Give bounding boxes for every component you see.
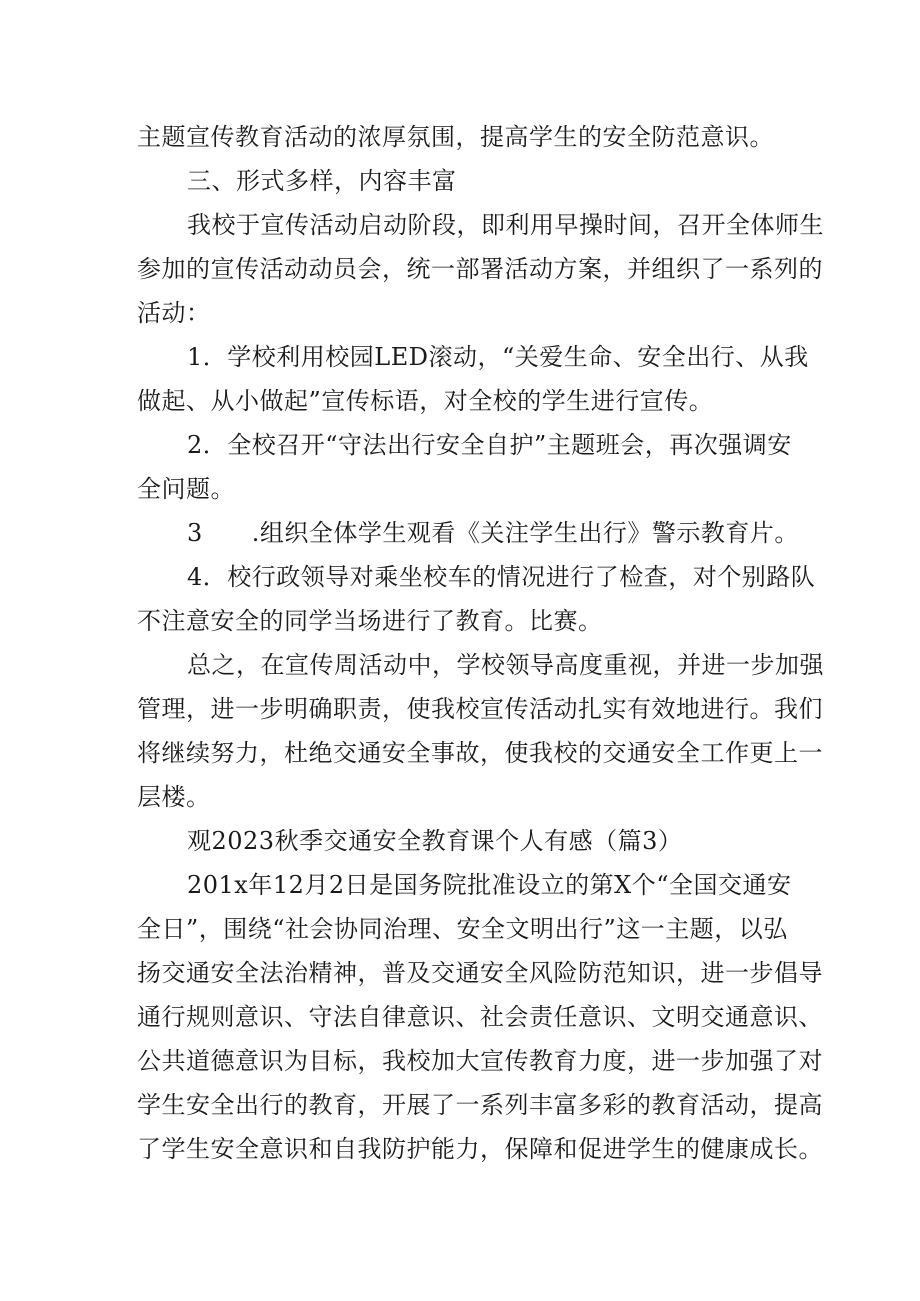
text-line: 通行规则意识、守法自律意识、社会责任意识、文明交通意识、 xyxy=(137,1003,823,1031)
text-line: 管理，进一步明确职责，使我校宣传活动扎实有效地进行。我们 xyxy=(137,695,823,723)
section-heading: 三、形式多样，内容丰富 xyxy=(187,167,457,195)
text-line: 全问题。 xyxy=(137,475,235,503)
list-item-4: 4．校行政领导对乘坐校车的情况进行了检查，对个别路队 xyxy=(187,563,816,591)
list-item-1: 1．学校利用校园LED滚动，“关爱生命、安全出行、从我 xyxy=(187,343,809,371)
text-line: 层楼。 xyxy=(137,783,211,811)
text-line: 全日”，围绕“社会协同治理、安全文明出行”这一主题，以弘 xyxy=(137,915,788,943)
text-line: 公共道德意识为目标，我校加大宣传教育力度，进一步加强了对 xyxy=(137,1047,823,1075)
text-line: 了学生安全意识和自我防护能力，保障和促进学生的健康成长。 xyxy=(137,1135,823,1163)
text-line: 我校于宣传活动启动阶段，即利用早操时间，召开全体师生 xyxy=(187,211,824,239)
text-line: 扬交通安全法治精神，普及交通安全风险防范知识，进一步倡导 xyxy=(137,959,823,987)
article-title: 观2023秋季交通安全教育课个人有感（篇3） xyxy=(187,827,683,855)
text-line: 做起、从小做起”宣传标语，对全校的学生进行宣传。 xyxy=(137,387,714,415)
text-line: 不注意安全的同学当场进行了教育。比赛。 xyxy=(137,607,603,635)
text-line: 201x年12月2日是国务院批准设立的第X个“全国交通安 xyxy=(187,871,792,899)
list-item-3: 3 .组织全体学生观看《关注学生出行》警示教育片。 xyxy=(187,519,799,547)
text-line: 总之，在宣传周活动中，学校领导高度重视，并进一步加强 xyxy=(187,651,824,679)
text-line: 主题宣传教育活动的浓厚氛围，提高学生的安全防范意识。 xyxy=(137,123,774,151)
text-line: 活动： xyxy=(137,299,211,327)
list-item-2: 2．全校召开“守法出行安全自护”主题班会，再次强调安 xyxy=(187,431,792,459)
text-line: 学生安全出行的教育，开展了一系列丰富多彩的教育活动，提高 xyxy=(137,1091,823,1119)
text-line: 将继续努力，杜绝交通安全事故，使我校的交通安全工作更上一 xyxy=(137,739,823,767)
text-line: 参加的宣传活动动员会，统一部署活动方案，并组织了一系列的 xyxy=(137,255,823,283)
